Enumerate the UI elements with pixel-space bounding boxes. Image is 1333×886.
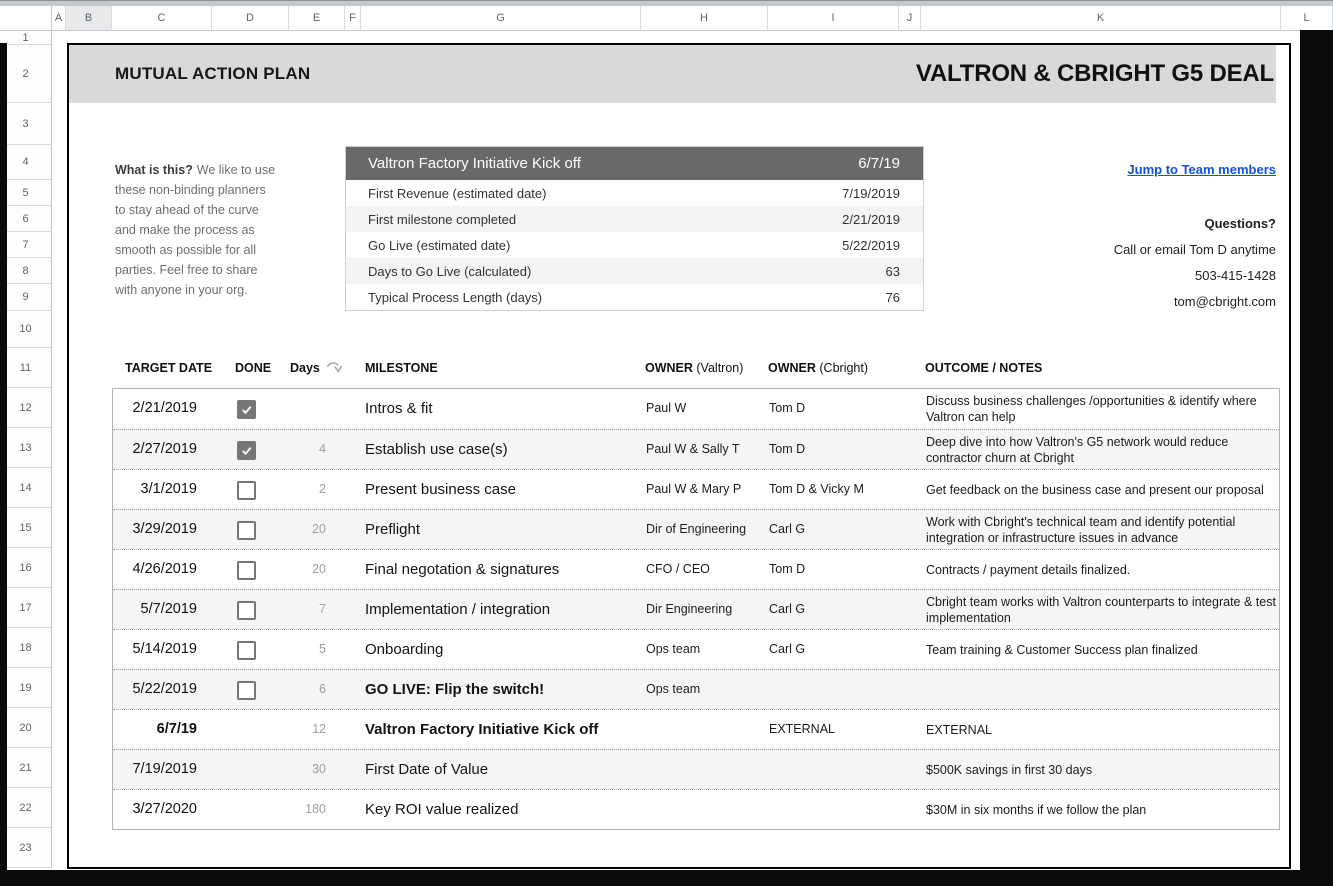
- plan-cell-milestone[interactable]: Intros & fit: [365, 400, 433, 417]
- plan-cell-owner-valtron[interactable]: Ops team: [646, 682, 701, 696]
- row-number-cell[interactable]: 22: [0, 788, 52, 828]
- plan-cell-milestone[interactable]: Implementation / integration: [365, 601, 551, 618]
- column-header-cell[interactable]: K: [921, 6, 1281, 31]
- plan-cell-owner-cbright[interactable]: Carl G: [769, 602, 806, 616]
- row-number-cell[interactable]: 8: [0, 258, 52, 284]
- plan-cell-owner-valtron[interactable]: Paul W & Sally T: [646, 442, 740, 456]
- intro-line: with anyone in your org.: [115, 283, 248, 297]
- summary-row[interactable]: [346, 232, 923, 258]
- column-header-cell[interactable]: F: [345, 6, 361, 31]
- summary-row-value: 2/21/2019: [842, 211, 900, 227]
- done-checkbox[interactable]: [237, 601, 256, 620]
- plan-cell-owner-valtron[interactable]: Dir of Engineering: [646, 522, 747, 536]
- plan-cell-milestone[interactable]: Key ROI value realized: [365, 801, 519, 818]
- row-number-cell[interactable]: 17: [0, 588, 52, 628]
- plan-cell-owner-valtron[interactable]: Dir Engineering: [646, 602, 733, 616]
- checkmark-icon: [240, 444, 253, 457]
- plan-cell-milestone[interactable]: Valtron Factory Initiative Kick off: [365, 721, 599, 738]
- summary-row-value: 76: [885, 289, 900, 305]
- column-header-cell[interactable]: C: [112, 6, 212, 31]
- plan-cell-owner-cbright[interactable]: Carl G: [769, 642, 806, 656]
- select-all-corner[interactable]: [0, 6, 52, 31]
- done-checkbox[interactable]: [237, 481, 256, 500]
- summary-row-value: 63: [885, 263, 900, 279]
- plan-cell-target-date[interactable]: 5/7/2019: [140, 601, 197, 617]
- plan-cell-milestone[interactable]: Onboarding: [365, 641, 444, 658]
- contact-block[interactable]: [1114, 211, 1276, 315]
- plan-cell-owner-cbright[interactable]: Tom D: [769, 442, 806, 456]
- summary-row[interactable]: [346, 180, 923, 206]
- plan-cell-days[interactable]: 30: [312, 762, 326, 776]
- plan-cell-target-date[interactable]: 3/27/2020: [132, 801, 197, 817]
- summary-row-value: 7/19/2019: [842, 185, 900, 201]
- window-left-edge: [0, 43, 7, 870]
- plan-cell-target-date[interactable]: 6/7/19: [156, 721, 197, 737]
- plan-cell-days[interactable]: 6: [319, 682, 326, 696]
- window-right-edge: [1300, 30, 1333, 886]
- contact-line: Call or email Tom D anytime: [1113, 242, 1276, 257]
- plan-cell-owner-cbright[interactable]: Tom D: [769, 401, 806, 415]
- plan-cell-done: [237, 481, 256, 500]
- done-checkbox[interactable]: [237, 441, 256, 460]
- plan-cell-outcome[interactable]: Contracts / payment details finalized.: [926, 562, 1131, 577]
- intro-line: to stay ahead of the curve: [115, 203, 259, 217]
- plan-cell-days[interactable]: 20: [312, 562, 326, 576]
- plan-cell-outcome[interactable]: Cbright team works with Valtron counterparts to integrate & test implementation: [926, 594, 1276, 625]
- plan-cell-done: [237, 681, 256, 700]
- plan-cell-done: [237, 441, 256, 460]
- plan-cell-target-date[interactable]: 3/29/2019: [132, 521, 197, 537]
- plan-cell-owner-cbright[interactable]: Tom D: [769, 562, 806, 576]
- column-header-cell[interactable]: A: [52, 6, 66, 31]
- plan-cell-done: [237, 521, 256, 540]
- intro-text[interactable]: [115, 160, 283, 300]
- plan-cell-target-date[interactable]: 4/26/2019: [132, 561, 197, 577]
- plan-cell-outcome[interactable]: $500K savings in first 30 days: [926, 762, 1093, 777]
- summary-header-label: Valtron Factory Initiative Kick off: [368, 155, 581, 172]
- column-header-cell[interactable]: E: [289, 6, 345, 31]
- row-number-cell[interactable]: 18: [0, 628, 52, 668]
- header-done[interactable]: DONE: [235, 361, 272, 375]
- summary-row-value: 5/22/2019: [842, 237, 900, 253]
- plan-table: [112, 388, 1280, 830]
- row-number-cell[interactable]: 20: [0, 708, 52, 748]
- header-outcome-notes[interactable]: OUTCOME / NOTES: [925, 361, 1043, 375]
- header-owner-cbright[interactable]: OWNER (Cbright): [768, 361, 869, 375]
- plan-cell-done: [237, 601, 256, 620]
- plan-cell-owner-valtron[interactable]: CFO / CEO: [646, 562, 710, 576]
- done-checkbox[interactable]: [237, 561, 256, 580]
- plan-cell-outcome[interactable]: Work with Cbright's technical team and identify potential integration or infrastructure issues in advance: [926, 514, 1236, 545]
- plan-row: [113, 469, 1279, 509]
- plan-cell-target-date[interactable]: 2/27/2019: [132, 441, 197, 457]
- row-number-cell[interactable]: 12: [0, 388, 52, 428]
- column-header-cell[interactable]: B: [66, 6, 112, 31]
- summary-row[interactable]: [346, 206, 923, 232]
- intro-line: parties. Feel free to share: [115, 263, 258, 277]
- row-number-cell[interactable]: 23: [0, 828, 52, 868]
- header-target-date[interactable]: TARGET DATE: [125, 361, 213, 375]
- column-header-cell[interactable]: J: [899, 6, 921, 31]
- plan-cell-milestone[interactable]: Present business case: [365, 481, 516, 498]
- curved-down-arrow-icon: [326, 361, 343, 374]
- plan-row: [113, 749, 1279, 789]
- plan-cell-outcome[interactable]: Deep dive into how Valtron's G5 network would reduce contractor churn at Cbright: [926, 434, 1229, 465]
- contact-line: tom@cbright.com: [1173, 294, 1276, 309]
- column-header-cell[interactable]: H: [641, 6, 768, 31]
- row-number-gutter: [0, 31, 52, 868]
- summary-table: [345, 146, 924, 311]
- plan-row: [113, 509, 1279, 549]
- plan-cell-done: [237, 400, 256, 419]
- row-number-cell[interactable]: 21: [0, 748, 52, 788]
- plan-cell-outcome[interactable]: $30M in six months if we follow the plan: [926, 802, 1147, 817]
- plan-cell-target-date[interactable]: 5/22/2019: [132, 681, 197, 697]
- intro-line: smooth as possible for all: [115, 243, 257, 257]
- summary-row-label: Days to Go Live (calculated): [368, 263, 532, 279]
- column-headers: [0, 6, 1333, 31]
- plan-cell-days[interactable]: 12: [312, 722, 326, 736]
- summary-row-label: Typical Process Length (days): [368, 289, 543, 305]
- row-number-cell[interactable]: 9: [0, 284, 52, 311]
- column-header-cell[interactable]: L: [1281, 6, 1333, 31]
- summary-row-label: First milestone completed: [368, 211, 517, 227]
- plan-cell-owner-valtron[interactable]: Ops team: [646, 642, 701, 656]
- summary-header-value: 6/7/19: [858, 155, 900, 172]
- plan-cell-outcome[interactable]: Team training & Customer Success plan finalized: [926, 642, 1198, 657]
- plan-cell-days[interactable]: 2: [319, 482, 326, 496]
- header-days[interactable]: Days: [290, 361, 343, 375]
- row-number-cell[interactable]: 10: [0, 311, 52, 348]
- plan-cell-days[interactable]: 4: [319, 442, 326, 456]
- intro-first-line: We like to use: [196, 163, 276, 177]
- plan-cell-owner-valtron[interactable]: Paul W & Mary P: [646, 482, 742, 496]
- plan-row: [113, 389, 1279, 429]
- done-checkbox[interactable]: [237, 521, 256, 540]
- plan-cell-owner-cbright[interactable]: EXTERNAL: [769, 722, 835, 736]
- plan-cell-milestone[interactable]: Final negotation & signatures: [365, 561, 560, 578]
- plan-cell-target-date[interactable]: 5/14/2019: [132, 641, 197, 657]
- plan-cell-owner-cbright[interactable]: Tom D & Vicky M: [769, 482, 864, 496]
- column-header-cell[interactable]: I: [768, 6, 899, 31]
- plan-cell-target-date[interactable]: 7/19/2019: [132, 761, 197, 777]
- plan-cell-owner-cbright[interactable]: Carl G: [769, 522, 806, 536]
- plan-cell-days[interactable]: 5: [319, 642, 326, 656]
- header-milestone[interactable]: MILESTONE: [365, 361, 438, 375]
- row-number-cell[interactable]: 1: [0, 31, 52, 45]
- header-owner-valtron[interactable]: OWNER (Valtron): [645, 361, 744, 375]
- plan-row: [113, 709, 1279, 749]
- row-number-cell[interactable]: 19: [0, 668, 52, 708]
- row-number-cell[interactable]: 14: [0, 468, 52, 508]
- plan-cell-target-date[interactable]: 2/21/2019: [132, 400, 197, 416]
- plan-cell-milestone[interactable]: Establish use case(s): [365, 441, 508, 458]
- plan-row: [113, 429, 1279, 469]
- jump-to-team-members-link[interactable]: Jump to Team members: [1127, 162, 1276, 177]
- plan-cell-milestone[interactable]: First Date of Value: [365, 761, 489, 778]
- row-number-cell[interactable]: 4: [0, 145, 52, 180]
- column-header-cell[interactable]: G: [361, 6, 641, 31]
- plan-cell-target-date[interactable]: 3/1/2019: [140, 481, 197, 497]
- doc-title-right[interactable]: VALTRON & CBRIGHT G5 DEAL: [915, 60, 1274, 87]
- plan-cell-days[interactable]: 180: [305, 802, 326, 816]
- plan-cell-milestone[interactable]: Preflight: [365, 521, 421, 538]
- doc-title-left[interactable]: MUTUAL ACTION PLAN: [115, 64, 311, 83]
- row-number-cell[interactable]: 3: [0, 103, 52, 145]
- row-number-cell[interactable]: 5: [0, 180, 52, 206]
- plan-row: [113, 629, 1279, 669]
- done-checkbox[interactable]: [237, 641, 256, 660]
- done-checkbox[interactable]: [237, 681, 256, 700]
- intro-line: these non-binding planners: [115, 183, 266, 197]
- intro-line: and make the process as: [115, 223, 255, 237]
- window-bottom-edge: [0, 870, 1333, 886]
- intro-lead: What is this?: [115, 163, 193, 177]
- plan-cell-days[interactable]: 20: [312, 522, 326, 536]
- plan-cell-owner-valtron[interactable]: Paul W: [646, 401, 687, 415]
- summary-row[interactable]: [346, 258, 923, 284]
- checkmark-icon: [240, 403, 253, 416]
- row-number-cell[interactable]: 15: [0, 508, 52, 548]
- row-number-cell[interactable]: 6: [0, 206, 52, 232]
- plan-cell-outcome[interactable]: Get feedback on the business case and present our proposal: [926, 482, 1264, 497]
- plan-cell-outcome[interactable]: EXTERNAL: [926, 722, 992, 737]
- plan-cell-milestone[interactable]: GO LIVE: Flip the switch!: [365, 681, 545, 698]
- title-band: [69, 45, 1276, 103]
- row-number-cell[interactable]: 13: [0, 428, 52, 468]
- questions-title: Questions?: [1204, 216, 1276, 231]
- plan-cell-days[interactable]: 7: [319, 602, 326, 616]
- plan-row: [113, 669, 1279, 709]
- plan-row: [113, 589, 1279, 629]
- plan-cell-done: [237, 561, 256, 580]
- row-number-cell[interactable]: 7: [0, 232, 52, 258]
- column-header-cell[interactable]: D: [212, 6, 289, 31]
- plan-cell-done: [237, 641, 256, 660]
- contact-line: 503-415-1428: [1195, 268, 1276, 283]
- row-number-cell[interactable]: 11: [0, 348, 52, 388]
- summary-row[interactable]: [346, 284, 923, 310]
- plan-row: [113, 549, 1279, 589]
- summary-header-row[interactable]: [346, 147, 923, 180]
- summary-row-label: Go Live (estimated date): [368, 237, 511, 253]
- summary-row-label: First Revenue (estimated date): [368, 185, 547, 201]
- plan-cell-outcome[interactable]: Discuss business challenges /opportunities & identify where Valtron can help: [926, 394, 1257, 424]
- mutual-action-plan-document: [67, 43, 1291, 869]
- done-checkbox[interactable]: [237, 400, 256, 419]
- plan-row: [113, 789, 1279, 829]
- row-number-cell[interactable]: 16: [0, 548, 52, 588]
- row-number-cell[interactable]: 2: [0, 45, 52, 103]
